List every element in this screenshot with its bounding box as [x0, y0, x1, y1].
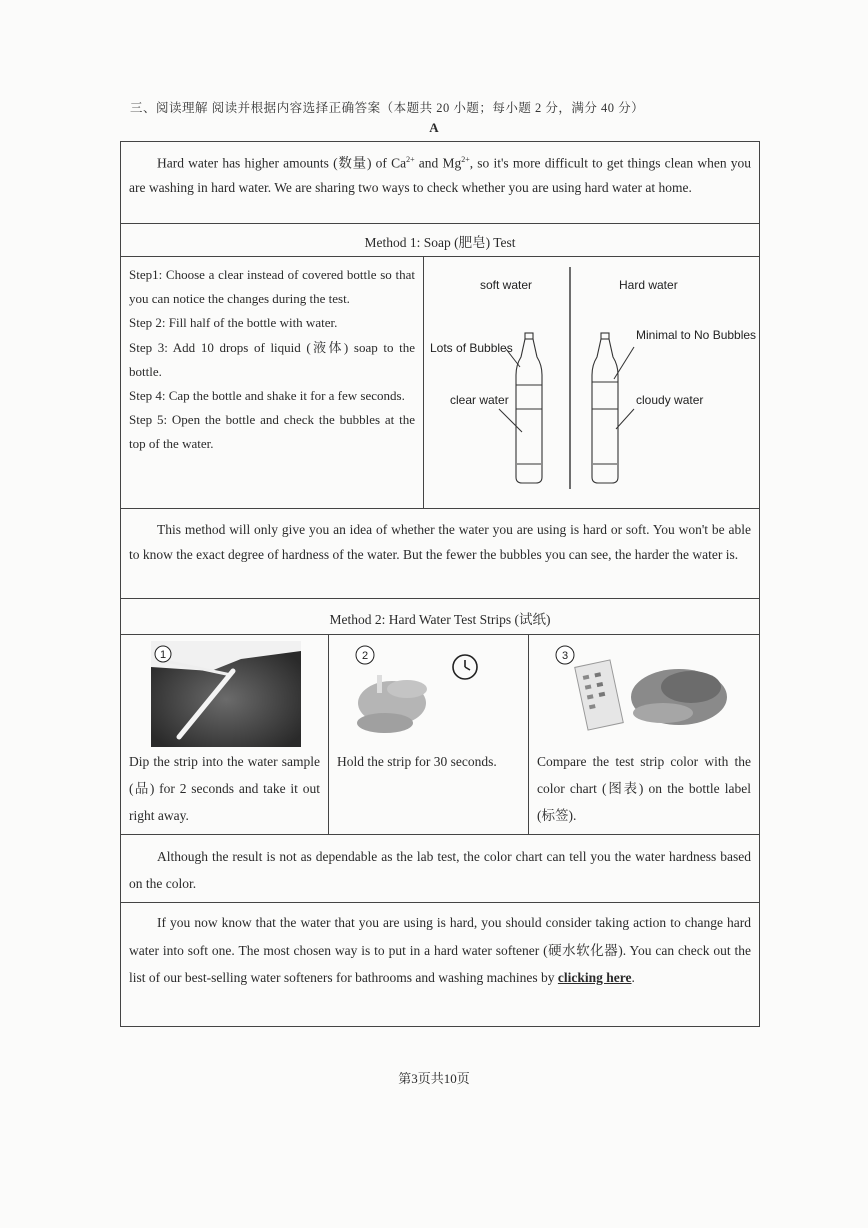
- method2-body-row: [121, 635, 759, 835]
- method1-note: This method will only give you an idea of whether the water you are using is hard or soft. You won't be able to know the exact degree of hardness of the water. But the fewer the bubbles you can see, the harder the water is.: [129, 522, 751, 562]
- strip-step-1: [121, 635, 329, 834]
- dip-strip-photo: [151, 641, 301, 747]
- lots-of-bubbles-label: Lots of Bubbles: [430, 341, 513, 355]
- step-4: Step 4: Cap the bottle and shake it for a few seconds.: [129, 388, 405, 404]
- clock-icon: [453, 655, 477, 679]
- passage-letter: A: [429, 120, 439, 135]
- hard-water-label: Hard water: [619, 278, 678, 292]
- strip-step-3-text: Compare the test strip color with the color chart (图表) on the bottle label (标签).: [537, 754, 751, 823]
- page-number: 第3页共10页: [398, 1071, 470, 1086]
- hand-with-strip: [631, 669, 727, 725]
- clicking-here-link[interactable]: clicking here: [557, 970, 632, 985]
- hard-bottle-icon: [592, 333, 618, 483]
- color-chart-bottle: [575, 660, 624, 730]
- step-5: Step 5: Open the bottle and check the bubbles at the top of the water.: [129, 412, 415, 452]
- method2-note-row: [121, 835, 759, 903]
- strip-step-2: [329, 635, 529, 834]
- intro-paragraph: Hard water has higher amounts (数量) of $Ca^{2+}$ and $Mg^{2+}$, so it's more difficult to get things clean when you are washing in hard water. We are sharing two ways to check whether you are using hard water at home.: [129, 155, 752, 195]
- intro-row: [121, 142, 759, 224]
- section-title: 三、阅读理解 阅读并根据内容选择正确答案（本题共 20 小题；每小题 2 分，满分 40 分）: [130, 101, 645, 115]
- minimal-bubbles-label: Minimal to No Bubbles: [636, 328, 757, 342]
- method2-heading: Method 2: Hard Water Test Strips (试纸): [329, 612, 551, 627]
- step-number-2: 2: [361, 650, 369, 662]
- step-1: Step1: Choose a clear instead of covered bottle so that you can notice the changes during the test.: [129, 267, 415, 307]
- step-number-1: 1: [159, 649, 167, 661]
- hold-strip-photo: [347, 641, 517, 741]
- soft-bottle-icon: [516, 333, 542, 483]
- method1-heading-row: [121, 224, 759, 257]
- strip-step-2-text: Hold the strip for 30 seconds.: [337, 754, 497, 769]
- strip-step-3: [529, 635, 759, 834]
- soft-water-label: soft water: [480, 278, 533, 292]
- cloudy-water-label: cloudy water: [636, 393, 704, 407]
- bottle-illustration: [424, 257, 759, 509]
- closing-row: [121, 903, 759, 1026]
- step-3: Step 3: Add 10 drops of liquid (液体) soap to the bottle.: [129, 339, 415, 379]
- clear-water-label: clear water: [450, 393, 509, 407]
- closing-paragraph: If you now know that the water that you are using is hard, you should consider taking action to change hard water into soft one. The most chosen way is to put in a hard water softener (硬水软化器). You can check out the list of our best-selling water softeners for bathrooms and washing machines by clicking here.: [129, 915, 751, 985]
- passage-frame: [120, 141, 760, 1027]
- hand-holding-strip: [357, 675, 427, 733]
- soap-test-diagram: [424, 257, 759, 508]
- compare-chart-photo: [551, 641, 741, 741]
- method2-note: Although the result is not as dependable as the lab test, the color chart can tell you the water hardness based on the color.: [129, 849, 751, 891]
- step-number-3: 3: [561, 650, 569, 662]
- method1-note-row: [121, 509, 759, 599]
- strip-step-1-text: Dip the strip into the water sample (品) for 2 seconds and take it out right away.: [129, 754, 320, 823]
- method2-heading-row: [121, 599, 759, 635]
- method1-heading: Method 1: Soap (肥皂) Test: [364, 235, 516, 250]
- method1-steps: [121, 257, 424, 508]
- method1-body-row: [121, 257, 759, 509]
- step-2: Step 2: Fill half of the bottle with water.: [129, 315, 338, 331]
